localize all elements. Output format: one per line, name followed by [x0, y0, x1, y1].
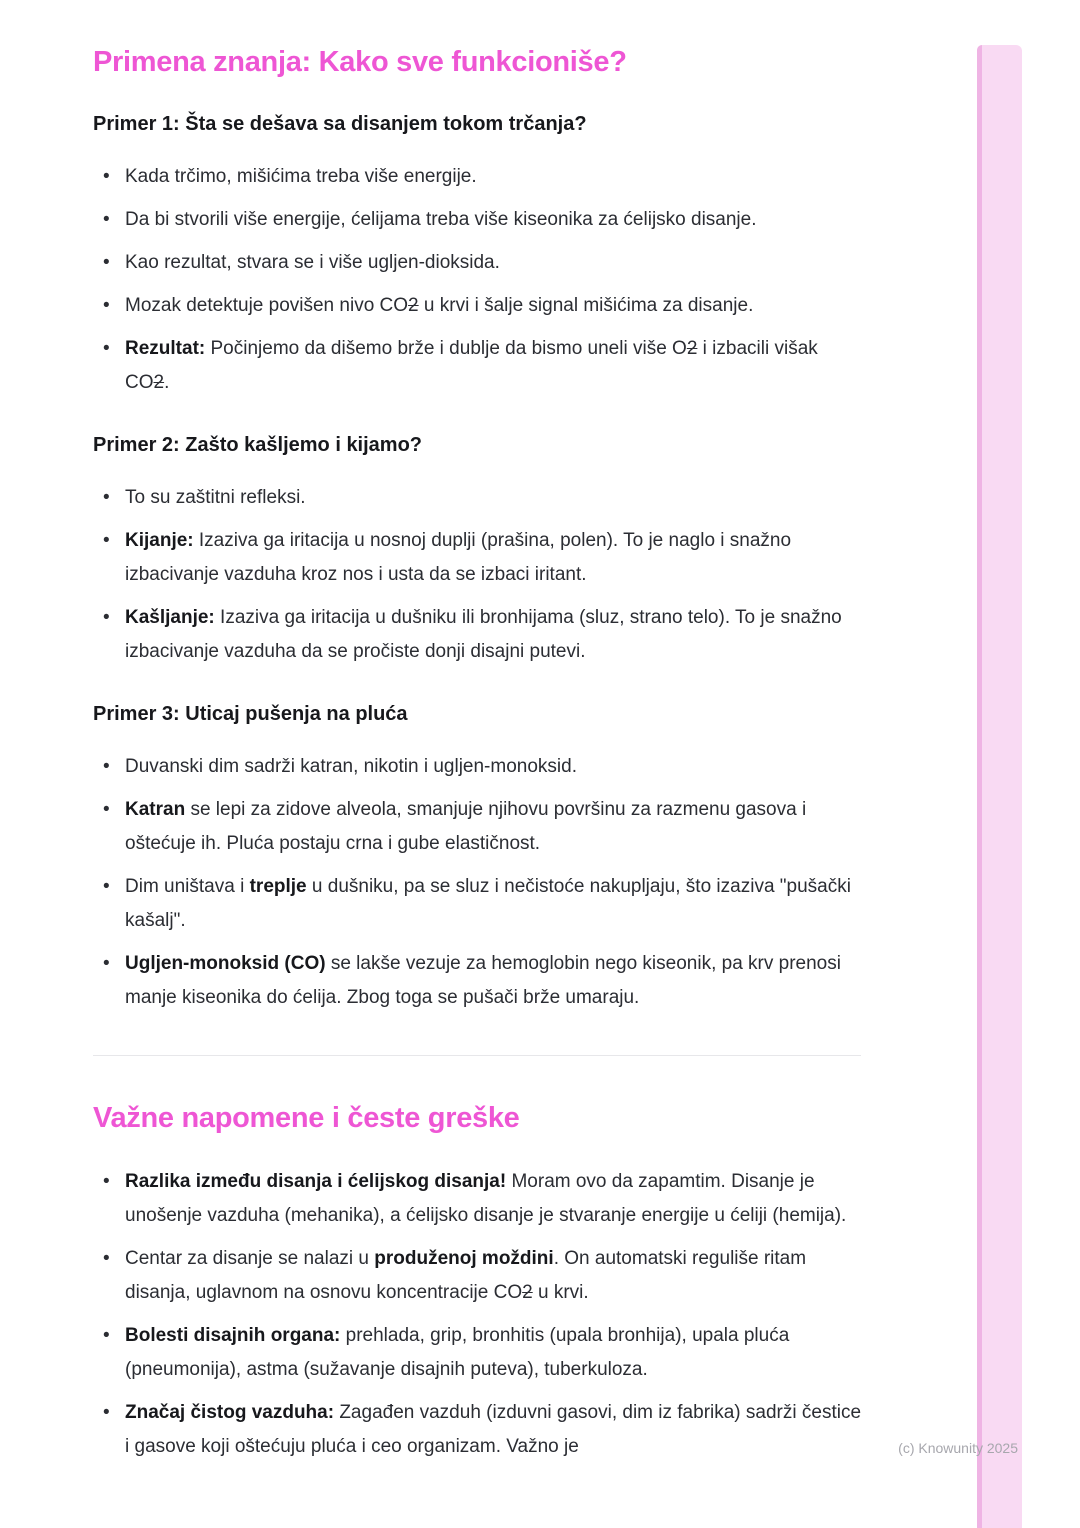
text-run: treplje — [249, 876, 307, 897]
bullet-list — [93, 160, 861, 400]
section-divider — [93, 1055, 861, 1056]
list-item — [93, 947, 861, 1015]
section-title: Primena znanja: Kako sve funkcioniše? — [93, 46, 627, 78]
list-item — [93, 750, 861, 784]
text-run: 2 — [686, 338, 698, 359]
bullet-list — [93, 750, 861, 1015]
text-run: se lakše vezuje za hemoglobin nego kiseonik, pa krv prenosi manje kiseonika do ćelija. Zbog toga se pušači brže umaraju. — [125, 953, 841, 1008]
text-run: Kijanje: — [125, 530, 194, 551]
list-item — [93, 1242, 861, 1310]
text-run: se lepi za zidove alveola, smanjuje njihovu površinu za razmenu gasova i oštećuje ih. Pluća postaju crna i gube elastičnost. — [125, 799, 807, 854]
text-run: Moram ovo da zapamtim. Disanje je unošenje vazduha (mehanika), a ćelijsko disanje je stvaranje energije u ćeliji (hemija). — [125, 1171, 847, 1226]
list-item — [93, 203, 861, 237]
text-run: Katran — [125, 799, 186, 820]
text-run: To su zaštitni refleksi. — [125, 487, 306, 508]
text-run: 2 — [522, 1282, 533, 1303]
text-run: Ugljen-monoksid (CO) — [125, 953, 326, 974]
text-run: . On automatski reguliše ritam disanja, uglavnom na osnovu koncentracije CO — [125, 1248, 807, 1303]
text-run: Da bi stvorili više energije, ćelijama treba više kiseonika za ćelijsko disanje. — [125, 209, 757, 230]
list-item — [93, 246, 861, 280]
section-subheading: Primer 1: Šta se dešava sa disanjem tokom trčanja? — [93, 113, 587, 135]
text-run: u dušniku, pa se sluz i nečistoće nakupljaju, što izaziva "pušački kašalj". — [125, 876, 851, 931]
list-item — [93, 1165, 861, 1233]
bullet-list — [93, 481, 861, 669]
text-run: Kao rezultat, stvara se i više ugljen-dioksida. — [125, 252, 500, 273]
text-run: Bolesti disajnih organa: — [125, 1325, 341, 1346]
list-item — [93, 332, 861, 400]
text-run: 2 — [153, 372, 165, 393]
list-item — [93, 481, 861, 515]
text-run: Izaziva ga iritacija u dušniku ili bronhijama (sluz, strano telo). To je snažno izbacivanje vazduha da se pročiste donji disajni putevi. — [125, 607, 842, 662]
list-item — [93, 601, 861, 669]
text-run: Centar za disanje se nalazi u — [125, 1248, 375, 1269]
bullet-list — [93, 1165, 861, 1464]
text-run: Kada trčimo, mišićima treba više energije. — [125, 166, 477, 187]
list-item — [93, 1396, 861, 1464]
section-subheading: Primer 3: Uticaj pušenja na pluća — [93, 703, 408, 725]
text-run: Duvanski dim sadrži katran, nikotin i ugljen-monoksid. — [125, 756, 577, 777]
list-item — [93, 289, 861, 323]
text-run: Počinjemo da dišemo brže i dublje da bismo uneli više O — [205, 338, 687, 359]
list-item — [93, 524, 861, 592]
text-run: Dim uništava i — [125, 876, 250, 897]
text-run: Značaj čistog vazduha: — [125, 1402, 335, 1423]
text-run: Zagađen vazduh (izduvni gasovi, dim iz fabrika) sadrži čestice i gasove koji oštećuju pluća i ceo organizam. Važno je — [125, 1402, 862, 1457]
watermark-text: (c) Knowunity 2025 — [898, 1440, 1018, 1456]
text-run: u krvi. — [532, 1282, 589, 1303]
list-item — [93, 793, 861, 861]
text-run: Razlika između disanja i ćelijskog disanja! — [125, 1171, 507, 1192]
text-run: . — [164, 372, 170, 393]
text-run: u krvi i šalje signal mišićima za disanje. — [418, 295, 754, 316]
list-item — [93, 870, 861, 938]
list-item — [93, 1319, 861, 1387]
section-subheading: Primer 2: Zašto kašljemo i kijamo? — [93, 434, 423, 456]
document-content — [93, 46, 861, 1473]
side-highlight-bar — [977, 45, 1022, 1528]
text-run: Mozak detektuje povišen nivo CO — [125, 295, 409, 316]
text-run: 2 — [408, 295, 419, 316]
text-run: Kašljanje: — [125, 607, 215, 628]
section-title: Važne napomene i česte greške — [93, 1102, 520, 1134]
text-run: Rezultat: — [125, 338, 206, 359]
side-highlight-bar-edge — [977, 45, 982, 1528]
text-run: produženoj moždini — [374, 1248, 554, 1269]
list-item — [93, 160, 861, 194]
text-run: prehlada, grip, bronhitis (upala bronhija), upala pluća (pneumonija), astma (sužavanje disajnih puteva), tuberkuloza. — [125, 1325, 790, 1380]
text-run: i izbacili višak CO — [125, 338, 818, 393]
text-run: Izaziva ga iritacija u nosnoj duplji (prašina, polen). To je naglo i snažno izbacivanje vazduha kroz nos i usta da se izbaci iritant. — [125, 530, 792, 585]
